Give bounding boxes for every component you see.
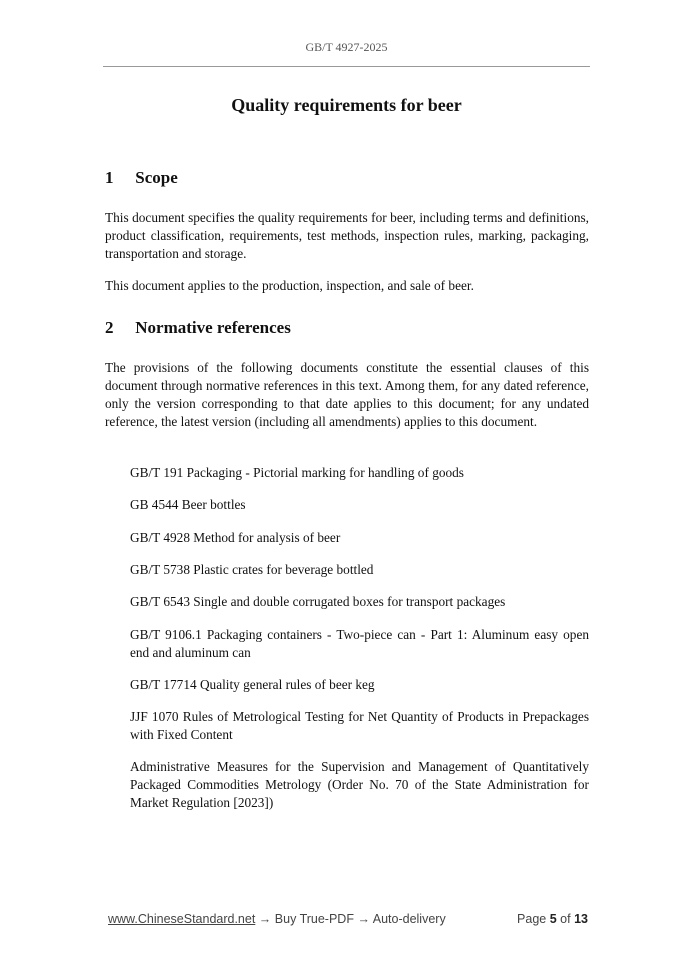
page-of: of (560, 912, 571, 926)
reference-item: GB/T 5738 Plastic crates for beverage bottled (130, 562, 374, 577)
page-label: Page (517, 912, 547, 926)
reference-item: GB/T 6543 Single and double corrugated boxes for transport packages (130, 594, 506, 609)
section-heading-scope (105, 168, 178, 188)
reference-item: GB/T 9106.1 Packaging containers - Two-piece can - Part 1: Aluminum easy open end and aluminum can (130, 627, 589, 660)
page-indicator (517, 912, 588, 926)
reference-item: GB/T 4928 Method for analysis of beer (130, 530, 341, 545)
footer-promo (108, 912, 446, 926)
auto-delivery-text: Auto-delivery (372, 912, 446, 926)
section-heading-normative-references (105, 318, 291, 338)
page-total: 13 (574, 912, 588, 926)
page-footer (108, 912, 588, 932)
paragraph: This document specifies the quality requirements for beer, including terms and definitions, product classification, requirements, test methods, inspection rules, marking, packaging, transportation and storage. (105, 210, 589, 261)
section-number: 1 (105, 168, 114, 187)
buy-pdf-link[interactable]: Buy True-PDF (274, 912, 354, 926)
site-link[interactable]: www.ChineseStandard.net (108, 912, 256, 926)
paragraph: This document applies to the production, inspection, and sale of beer. (105, 278, 474, 293)
reference-item: GB 4544 Beer bottles (130, 497, 246, 512)
section-title: Scope (135, 168, 178, 187)
arrow-icon: → (357, 912, 370, 926)
arrow-icon: → (258, 912, 272, 926)
header-divider (103, 66, 590, 67)
page-title: Quality requirements for beer (231, 95, 462, 115)
section-title: Normative references (135, 318, 291, 337)
page-current: 5 (549, 912, 557, 926)
reference-item: GB/T 191 Packaging - Pictorial marking for handling of goods (130, 465, 464, 480)
reference-item: JJF 1070 Rules of Metrological Testing for Net Quantity of Products in Prepackages with Fixed Content (130, 709, 589, 742)
reference-item: GB/T 17714 Quality general rules of beer keg (130, 677, 375, 692)
paragraph: The provisions of the following documents constitute the essential clauses of this document through normative references in this text. Among them, for any dated reference, only the version corresponding to that date applies to this document; for any undated reference, the latest version (including all amendments) applies to this document. (105, 360, 589, 429)
reference-item: Administrative Measures for the Supervision and Management of Quantitatively Packaged Commodities Metrology (Order No. 70 of the State Administration for Market Regulation [2023]) (130, 759, 589, 810)
document-code: GB/T 4927-2025 (305, 40, 388, 54)
section-number: 2 (105, 318, 114, 337)
